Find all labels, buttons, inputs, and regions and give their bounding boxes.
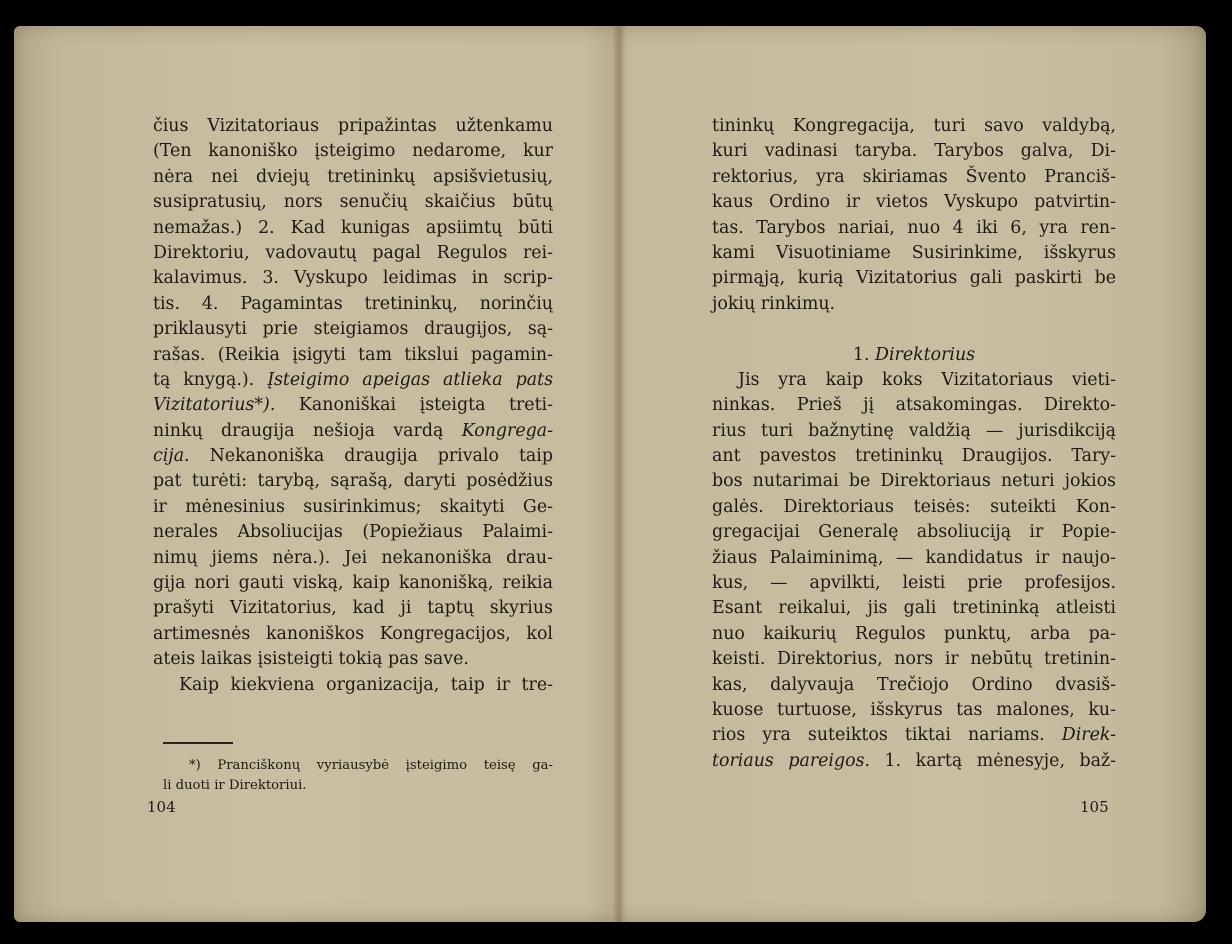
text-line [712, 723, 1116, 748]
text-line: tis. 4. Pagamintas tretininkų, norinčių [153, 293, 553, 314]
italic-run: toriaus pareigos. [712, 750, 871, 771]
text-line: galės. Direktoriaus teisės: suteikti Kon- [712, 496, 1116, 517]
text-line: kus, — apvilkti, leisti prie profesijos. [712, 573, 1116, 594]
text-line: tas. Tarybos nariai, nuo 4 iki 6, yra ren- [712, 217, 1116, 238]
text-line: tininkų Kongregacija, turi savo valdybą, [712, 116, 1116, 136]
text-line: pat turėti: tarybą, sąrašą, daryti posėdžius [153, 471, 553, 492]
text-line: rius turi bažnytinę valdžią — jurisdikciją [712, 420, 1116, 441]
text-line: čius Vizitatoriaus pripažintas užtenkamu [153, 116, 553, 136]
text-line: bos nutarimai be Direktoriaus neturi jokios [712, 471, 1116, 492]
page-number: 105 [1080, 798, 1109, 816]
text-line: ir mėnesinius susirinkimus; skaityti Ge- [153, 496, 553, 517]
footnote [163, 756, 553, 796]
text-line: kalavimus. 3. Vyskupo leidimas in scrip- [153, 268, 553, 289]
text-line: artimesnės kanoniškos Kongregacijos, kol [153, 623, 553, 644]
text-line: žiaus Palaiminimą, — kandidatus ir naujo- [712, 547, 1116, 568]
italic-run: Vizitatorius*). [153, 395, 276, 416]
text-run: rios yra suteiktos tiktai nariams. [712, 725, 1062, 746]
text-line [153, 419, 553, 444]
text-line: gregacijai Generalę absoliuciją ir Popie- [712, 522, 1116, 543]
right-page [620, 26, 1206, 922]
text-line: kuose turtuose, išskyrus tas malones, ku- [712, 699, 1116, 720]
text-line: Direktoriu, vadovautų pagal Regulos rei- [153, 242, 553, 263]
text-line: prašyti Vizitatorius, kad ji taptų skyrius [153, 598, 553, 619]
text-line: nimų jiems nėra.). Jei nekanoniška drau- [153, 547, 553, 568]
italic-run: cija. [153, 446, 190, 467]
heading-number: 1. [852, 344, 870, 365]
text-line: nėra nei dviejų tretininkų apsišvietusių, [153, 166, 553, 187]
text-line: pirmąją, kurią Vizitatorius gali paskirti be [712, 268, 1116, 289]
text-line: rektorius, yra skiriamas Švento Pranciš- [712, 166, 1116, 187]
text-line: (Ten kanoniško įsteigimo nedarome, kur [153, 141, 553, 162]
footnote-rule [163, 742, 233, 744]
text-line: priklausyti prie steigiamos draugijos, są- [153, 319, 553, 340]
text-line: kuri vadinasi taryba. Tarybos galva, Di- [712, 141, 1116, 162]
text-line [712, 749, 1116, 774]
text-line: kami Visuotiniame Susirinkime, išskyrus [712, 242, 1116, 263]
text-line: kaus Ordino ir vietos Vyskupo patvirtin- [712, 192, 1116, 213]
text-line: nuo kaikurių Regulos punktų, arba pa- [712, 623, 1116, 644]
heading-title: Direktorius [875, 344, 976, 365]
text-line: kas, dalyvauja Trečiojo Ordino dvasiš- [712, 674, 1116, 695]
left-page [14, 26, 614, 922]
blank-line [712, 317, 1116, 342]
text-line [153, 368, 553, 393]
text-line: jokių rinkimų. [712, 293, 836, 314]
text-line: ateis laikas įsisteigti tokią pas save. [153, 649, 469, 670]
text-line: ninkas. Prieš jį atsakomingas. Direkto- [712, 395, 1116, 416]
footnote-line: li duoti ir Direktoriui. [163, 778, 307, 793]
text-line: Jis yra kaip koks Vizitatoriaus vieti- [738, 369, 1116, 390]
text-line: nemažas.) 2. Kad kunigas apsiimtų būti [153, 217, 553, 238]
page-number: 104 [147, 798, 176, 816]
text-run: tą knygą.). [153, 369, 268, 390]
text-run: Nekanoniška draugija privalo taip [189, 446, 553, 467]
text-line [153, 444, 553, 469]
left-page-body [153, 114, 553, 698]
text-line: nerales Absoliucijas (Popiežiaus Palaimi- [153, 522, 553, 543]
text-line: Esant reikalui, jis gali tretininką atleisti [712, 598, 1116, 619]
text-line: susipratusių, nors senučių skaičius būtų [153, 192, 553, 213]
text-line: ant pavestos tretininkų Draugijos. Tary- [712, 446, 1116, 467]
section-heading [712, 343, 1116, 368]
text-line: rašas. (Reikia įsigyti tam tikslui pagamin- [153, 344, 553, 365]
text-line [153, 393, 553, 418]
right-page-body [712, 114, 1116, 774]
text-run: ninkų draugija nešioja vardą [153, 420, 462, 441]
italic-run: Kongrega- [461, 420, 553, 441]
footnote-line: *) Pranciškonų vyriausybė įsteigimo teisę ga- [189, 758, 553, 773]
text-run: Kanoniškai įsteigta treti- [275, 395, 553, 416]
book-spread [14, 26, 1206, 922]
text-line: keisti. Direktorius, nors ir nebūtų tretinin- [712, 649, 1116, 670]
text-line: Kaip kiekviena organizacija, taip ir tre- [179, 674, 553, 695]
italic-run: Direk- [1061, 725, 1116, 746]
text-run: 1. kartą mėnesyje, baž- [870, 750, 1117, 771]
text-line: gija nori gauti viską, kaip kanonišką, reikia [153, 573, 553, 594]
italic-run: Įsteigimo apeigas atlieka pats [267, 369, 553, 390]
